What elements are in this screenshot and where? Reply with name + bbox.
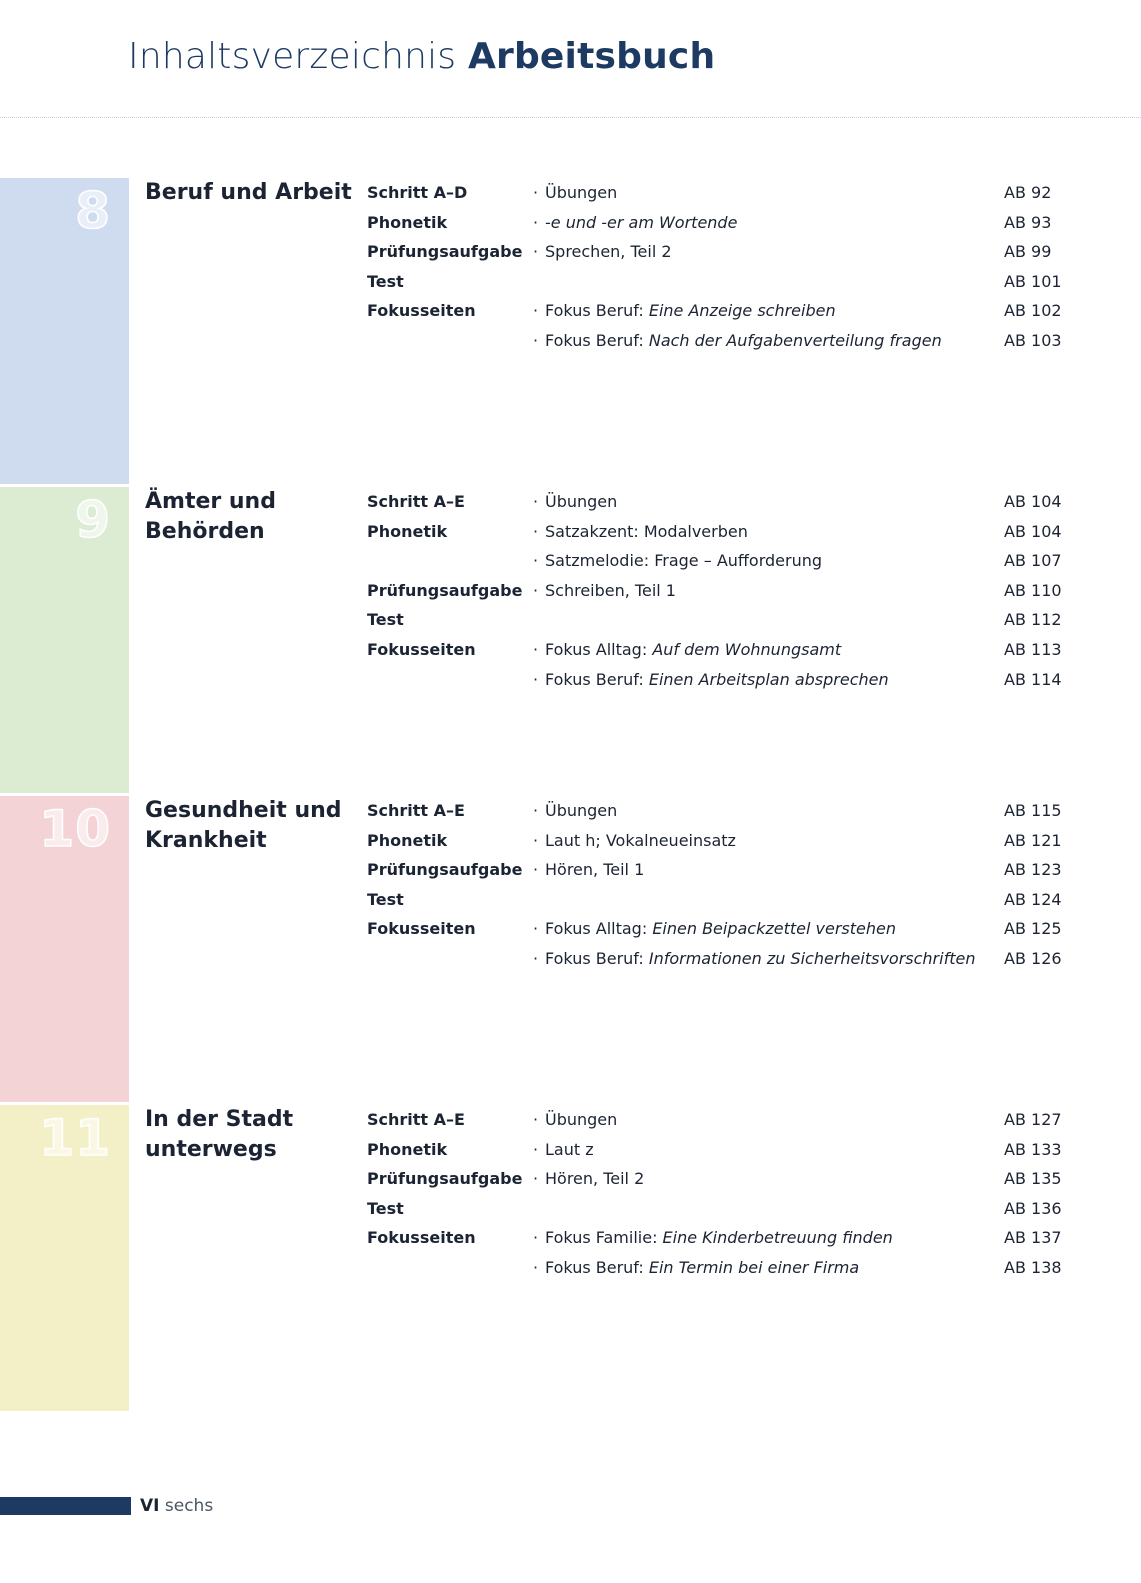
topic-text: Fokus Alltag: <box>545 919 653 939</box>
unit-section <box>0 1105 1141 1411</box>
bullet-icon: · <box>533 1110 539 1129</box>
page-reference[interactable]: AB 124 <box>1004 889 1062 909</box>
toc-row[interactable] <box>0 796 1141 826</box>
topic-text: Fokus Beruf: <box>545 949 649 968</box>
title-divider <box>0 117 1141 118</box>
page-title-prefix: Inhaltsverzeichnis <box>128 36 457 77</box>
section-label: Prüfungsaufgabe <box>367 860 523 880</box>
section-label: Test <box>367 271 404 291</box>
topic-text: Übungen <box>545 492 618 511</box>
toc-row[interactable] <box>0 326 1141 356</box>
bullet-icon: · <box>533 1169 539 1189</box>
page-reference[interactable]: AB 101 <box>1004 271 1062 291</box>
page-reference[interactable]: AB 125 <box>1004 919 1062 939</box>
topic-description <box>533 546 822 576</box>
unit-section <box>0 487 1141 793</box>
unit-section <box>0 796 1141 1102</box>
unit-title: Beruf und Arbeit <box>145 180 352 205</box>
topic-text: Fokus Beruf: <box>545 669 649 689</box>
unit-number: 11 <box>39 1109 111 1167</box>
page-reference[interactable]: AB 114 <box>1004 669 1062 689</box>
bullet-icon: · <box>533 580 539 600</box>
topic-description <box>533 826 736 856</box>
bullet-icon: · <box>533 801 539 820</box>
bullet-icon: · <box>533 331 539 350</box>
toc-row[interactable] <box>0 944 1141 974</box>
unit-title: In der Stadt unterwegs <box>145 1107 294 1162</box>
page-reference[interactable]: AB 126 <box>1004 949 1062 968</box>
section-label: Fokusseiten <box>367 301 476 321</box>
topic-text: Fokus Beruf: <box>545 1258 649 1277</box>
section-label: Prüfungsaufgabe <box>367 242 523 262</box>
page-reference[interactable]: AB 102 <box>1004 301 1062 321</box>
section-label: Test <box>367 610 404 630</box>
bullet-icon: · <box>533 830 539 850</box>
toc-row[interactable] <box>0 1105 1141 1135</box>
page-reference[interactable]: AB 115 <box>1004 801 1062 820</box>
bullet-icon: · <box>533 521 539 541</box>
section-label: Fokusseiten <box>367 1228 476 1248</box>
topic-description <box>533 178 617 208</box>
topic-description <box>533 1105 617 1135</box>
bullet-icon: · <box>533 551 539 571</box>
toc-row[interactable] <box>0 1164 1141 1194</box>
toc-row[interactable] <box>0 1223 1141 1253</box>
topic-description <box>533 944 975 974</box>
page-title-bold: Arbeitsbuch <box>467 36 716 77</box>
bullet-icon: · <box>533 669 539 689</box>
page-title <box>128 36 715 77</box>
page-reference[interactable]: AB 110 <box>1004 580 1062 600</box>
toc-row[interactable] <box>0 1194 1141 1224</box>
page-reference[interactable]: AB 99 <box>1004 242 1052 262</box>
bullet-icon: · <box>533 640 539 659</box>
toc-row[interactable] <box>0 237 1141 267</box>
topic-italic-text: Ein Termin bei einer Firma <box>648 1258 860 1277</box>
topic-italic-text: Eine Kinderbetreuung finden <box>662 1228 893 1248</box>
footer-bar <box>0 1497 131 1515</box>
topic-description <box>533 296 836 326</box>
topic-text: Fokus Familie: <box>545 1228 663 1248</box>
footer-roman-number: VI <box>140 1496 160 1516</box>
toc-row[interactable] <box>0 208 1141 238</box>
page-reference[interactable]: AB 113 <box>1004 640 1062 659</box>
toc-row[interactable] <box>0 914 1141 944</box>
topic-text: Satzakzent: Modalverben <box>545 521 748 541</box>
toc-row[interactable] <box>0 296 1141 326</box>
section-label: Fokusseiten <box>367 919 476 939</box>
unit-title: Gesundheit und Krankheit <box>145 798 342 853</box>
topic-description <box>533 635 841 665</box>
section-label: Schritt A–D <box>367 183 468 202</box>
toc-row[interactable] <box>0 267 1141 297</box>
unit-title: Ämter und Behörden <box>145 489 276 544</box>
topic-text: Sprechen, Teil 2 <box>545 242 672 262</box>
topic-text: Übungen <box>545 183 618 202</box>
bullet-icon: · <box>533 1258 539 1277</box>
section-label: Prüfungsaufgabe <box>367 580 523 600</box>
topic-description <box>533 576 676 606</box>
topic-italic-text: Einen Arbeitsplan absprechen <box>648 669 889 689</box>
topic-italic-text: Eine Anzeige schreiben <box>648 301 836 321</box>
section-label: Test <box>367 1198 404 1218</box>
toc-row[interactable] <box>0 885 1141 915</box>
topic-description <box>533 665 889 695</box>
page-reference[interactable]: AB 107 <box>1004 551 1062 571</box>
section-label: Prüfungsaufgabe <box>367 1169 523 1189</box>
topic-italic-text: -e und -er am Wortende <box>545 212 738 232</box>
section-label: Fokusseiten <box>367 640 476 659</box>
bullet-icon: · <box>533 860 539 880</box>
toc-row[interactable] <box>0 605 1141 635</box>
topic-text: Laut z <box>545 1139 594 1159</box>
topic-description <box>533 237 672 267</box>
topic-description <box>533 1253 859 1283</box>
bullet-icon: · <box>533 1139 539 1159</box>
toc-row[interactable] <box>0 665 1141 695</box>
topic-description <box>533 1135 594 1165</box>
section-label: Phonetik <box>367 830 448 850</box>
footer-number-word: sechs <box>164 1496 214 1516</box>
page-reference[interactable]: AB 137 <box>1004 1228 1062 1248</box>
bullet-icon: · <box>533 212 539 232</box>
toc-row[interactable] <box>0 546 1141 576</box>
bullet-icon: · <box>533 301 539 321</box>
bullet-icon: · <box>533 242 539 262</box>
topic-description <box>533 1164 644 1194</box>
bullet-icon: · <box>533 919 539 939</box>
section-label: Test <box>367 889 404 909</box>
topic-text: Übungen <box>545 801 618 820</box>
topic-description <box>533 326 942 356</box>
toc-row[interactable] <box>0 1135 1141 1165</box>
page-reference[interactable]: AB 136 <box>1004 1198 1062 1218</box>
topic-text: Schreiben, Teil 1 <box>545 580 676 600</box>
page-reference[interactable]: AB 138 <box>1004 1258 1062 1277</box>
page-reference[interactable]: AB 112 <box>1004 610 1062 630</box>
bullet-icon: · <box>533 492 539 511</box>
topic-description <box>533 796 617 826</box>
page-reference[interactable]: AB 92 <box>1004 183 1052 202</box>
topic-description <box>533 1223 893 1253</box>
topic-text: Hören, Teil 2 <box>545 1169 645 1189</box>
topic-italic-text: Nach der Aufgabenverteilung fragen <box>648 331 942 350</box>
page-reference[interactable]: AB 93 <box>1004 212 1052 232</box>
bullet-icon: · <box>533 183 539 202</box>
toc-row[interactable] <box>0 178 1141 208</box>
topic-description <box>533 855 644 885</box>
toc-row[interactable] <box>0 826 1141 856</box>
topic-text: Übungen <box>545 1110 618 1129</box>
unit-section <box>0 178 1141 484</box>
page-reference[interactable]: AB 133 <box>1004 1139 1062 1159</box>
unit-number: 8 <box>75 182 111 240</box>
topic-description <box>533 517 748 547</box>
section-label: Phonetik <box>367 521 448 541</box>
page-reference[interactable]: AB 104 <box>1004 521 1062 541</box>
topic-text: Hören, Teil 1 <box>545 860 645 880</box>
page-reference[interactable]: AB 121 <box>1004 830 1062 850</box>
toc-row[interactable] <box>0 517 1141 547</box>
topic-description <box>533 208 737 238</box>
topic-text: Laut h; Vokalneueinsatz <box>545 830 736 850</box>
bullet-icon: · <box>533 949 539 968</box>
toc-row[interactable] <box>0 855 1141 885</box>
section-label: Schritt A–E <box>367 492 465 511</box>
section-label: Phonetik <box>367 1139 448 1159</box>
toc-row[interactable] <box>0 487 1141 517</box>
topic-description <box>533 487 617 517</box>
toc-row[interactable] <box>0 1253 1141 1283</box>
bullet-icon: · <box>533 1228 539 1248</box>
page-reference[interactable]: AB 123 <box>1004 860 1062 880</box>
page-reference[interactable]: AB 127 <box>1004 1110 1062 1129</box>
section-label: Schritt A–E <box>367 1110 465 1129</box>
topic-italic-text: Informationen zu Sicherheitsvorschriften <box>648 949 976 968</box>
toc-row[interactable] <box>0 576 1141 606</box>
section-label: Phonetik <box>367 212 448 232</box>
toc-row[interactable] <box>0 635 1141 665</box>
page-reference[interactable]: AB 135 <box>1004 1169 1062 1189</box>
topic-text: Fokus Beruf: <box>545 331 649 350</box>
unit-number: 9 <box>75 491 111 549</box>
topic-text: Satzmelodie: Frage – Aufforderung <box>545 551 823 571</box>
unit-number: 10 <box>39 800 111 858</box>
topic-italic-text: Einen Beipackzettel verstehen <box>652 919 896 939</box>
topic-text: Fokus Beruf: <box>545 301 649 321</box>
page-reference[interactable]: AB 103 <box>1004 331 1062 350</box>
footer-page-number <box>140 1495 213 1517</box>
page-reference[interactable]: AB 104 <box>1004 492 1062 511</box>
topic-description <box>533 914 896 944</box>
topic-italic-text: Auf dem Wohnungsamt <box>652 640 842 659</box>
topic-text: Fokus Alltag: <box>545 640 653 659</box>
section-label: Schritt A–E <box>367 801 465 820</box>
